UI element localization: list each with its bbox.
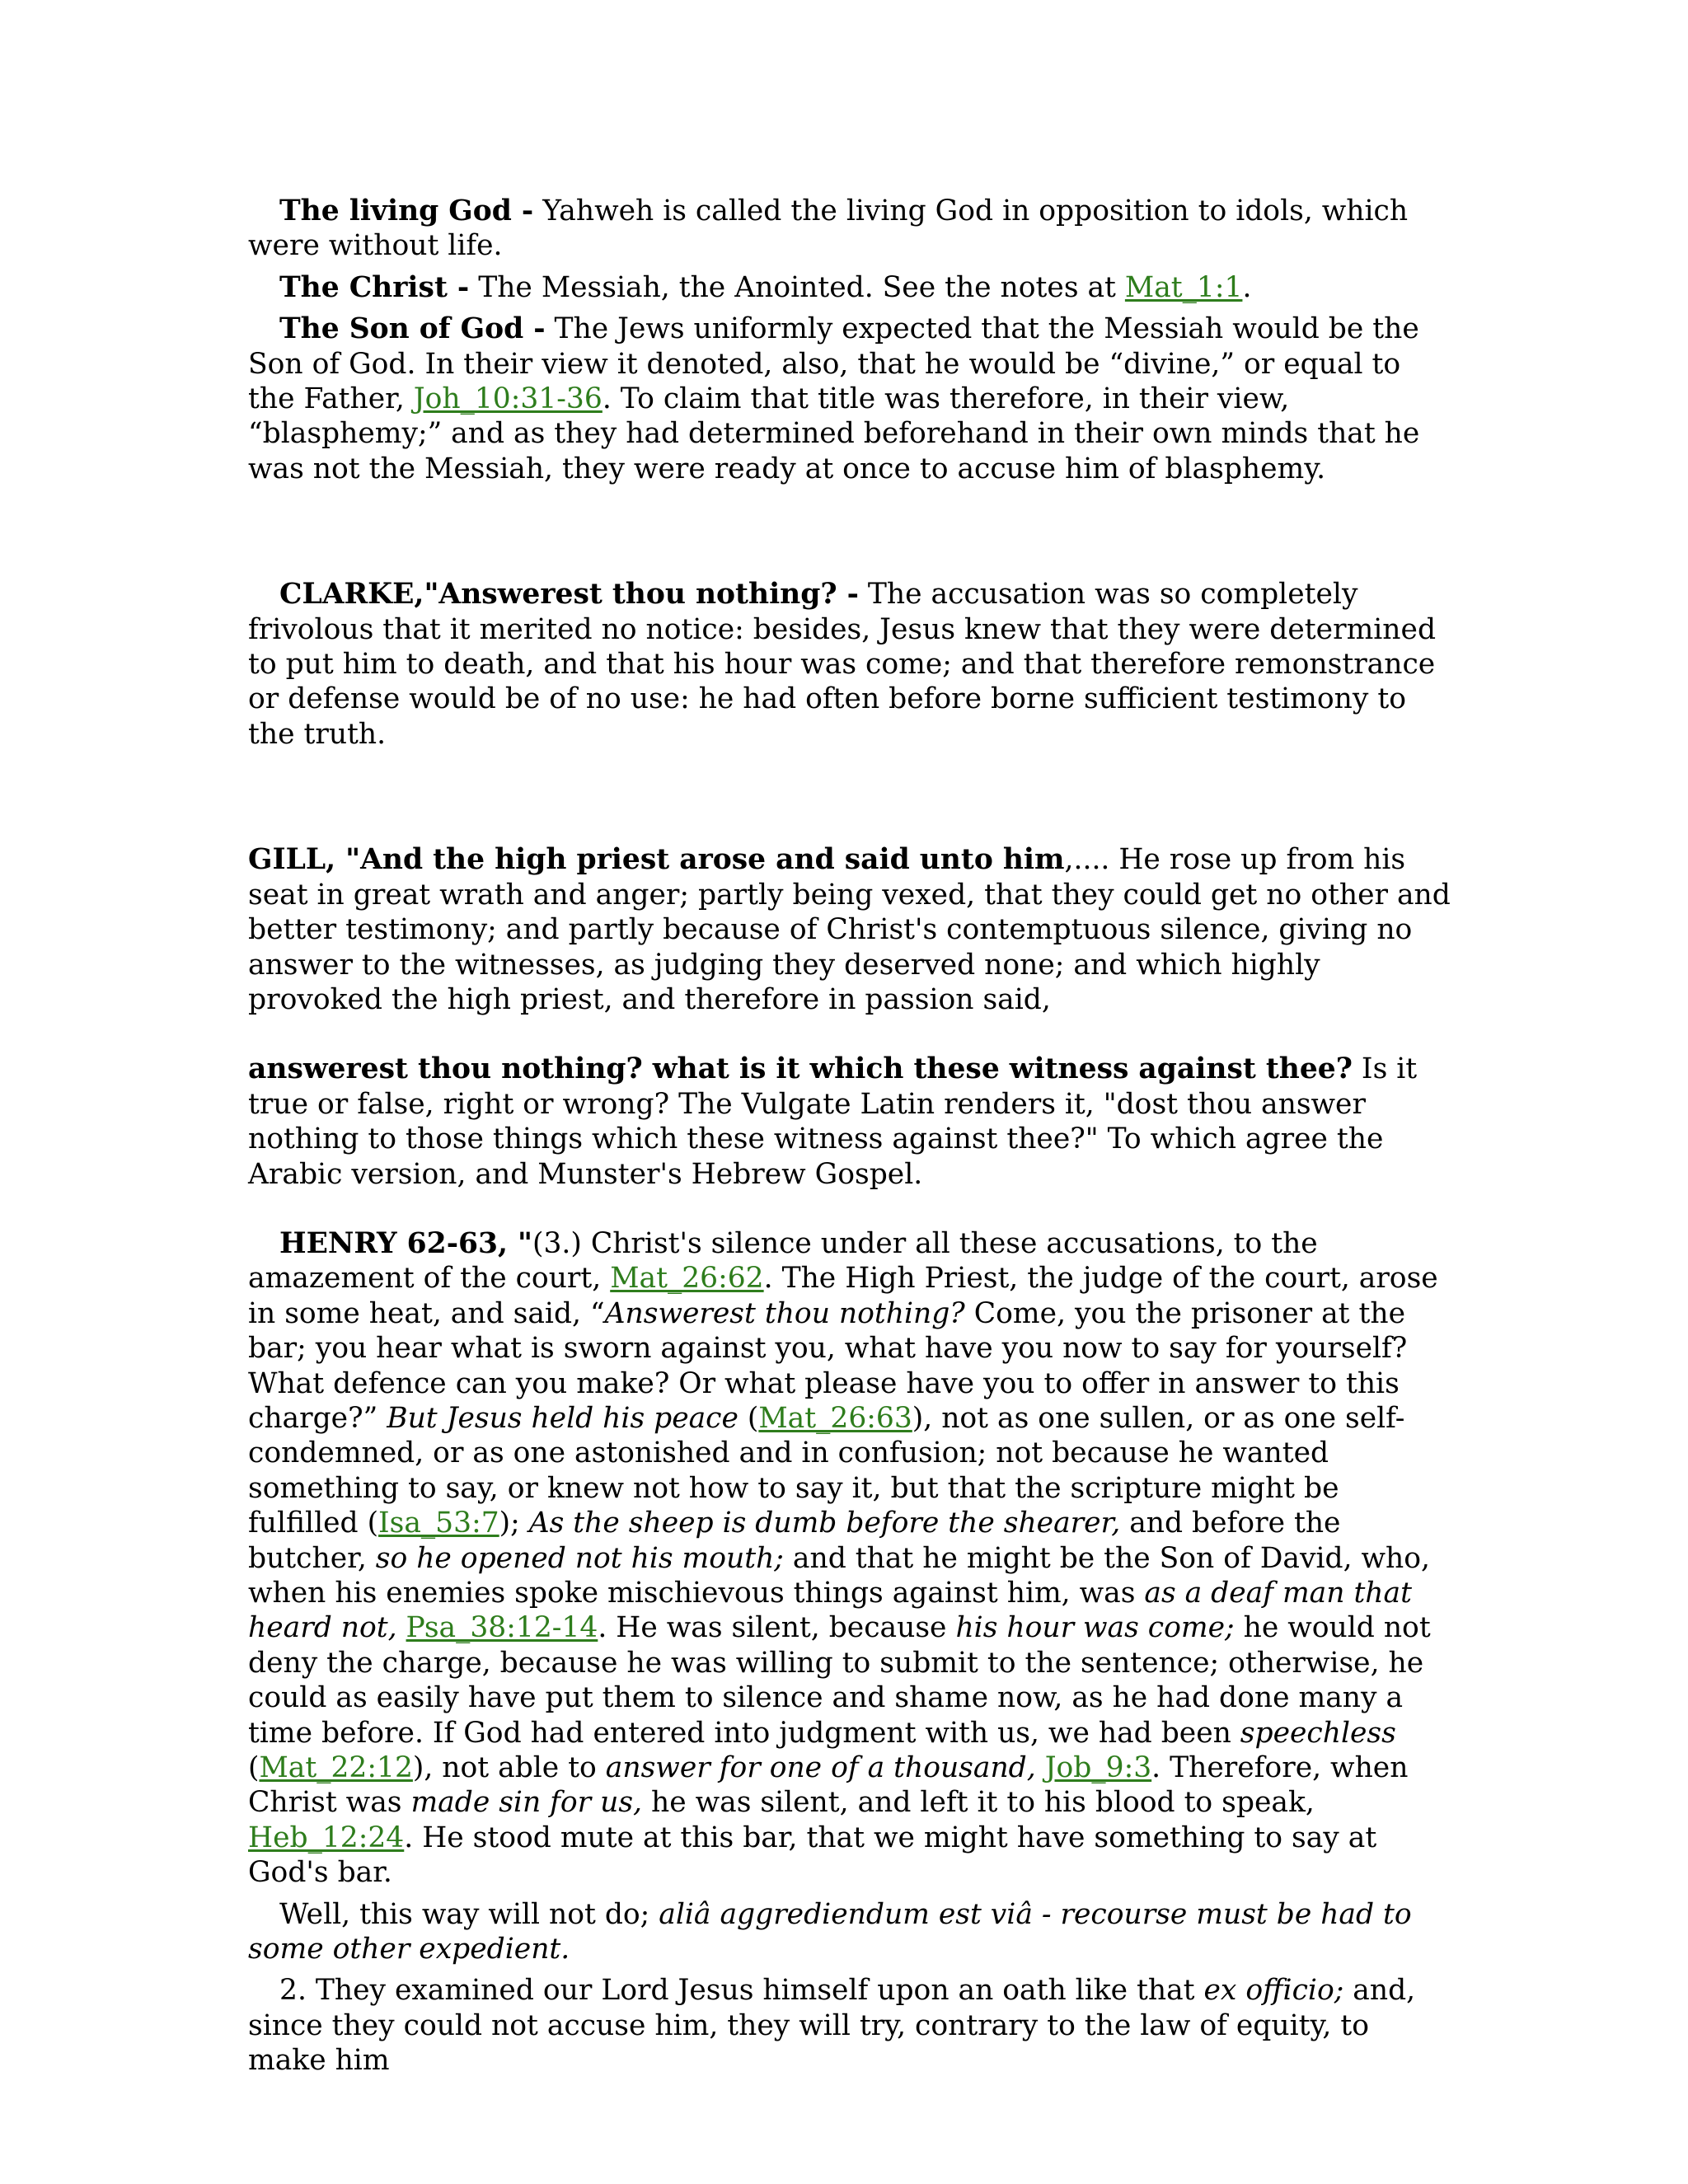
- henry-text-10: . He was silent, because: [598, 1611, 956, 1645]
- henry-italic-3: As the sheep is dumb before the shearer,: [528, 1507, 1121, 1540]
- christ-term: The Christ -: [279, 270, 470, 304]
- henry-italic-1: Answerest thou nothing?: [604, 1296, 965, 1330]
- well-text: Well, this way will not do;: [279, 1897, 659, 1931]
- son-of-god-term: The Son of God -: [279, 312, 546, 346]
- henry-text-9: [397, 1611, 406, 1644]
- henry-text-12: (: [248, 1751, 260, 1785]
- christ-text: The Messiah, the Anointed. See the notes at: [469, 270, 1125, 304]
- henry-italic-2: But Jesus held his peace: [387, 1401, 738, 1435]
- henry-italic-4: so he opened not his mouth;: [375, 1541, 784, 1575]
- ref-link-psa-38-12[interactable]: Psa_38:12-14: [406, 1611, 598, 1645]
- henry-text-1: (3.) Christ's silence under all these accusations, to the amazement of the court,: [248, 1226, 1318, 1296]
- clarke-heading: CLARKE,"Answerest thou nothing? -: [279, 578, 859, 612]
- gill-heading: GILL, "And the high priest arose and said unto him: [248, 843, 1065, 877]
- henry-italic-5: as a deaf man that heard not,: [248, 1577, 1412, 1645]
- christ-paragraph: [248, 270, 1451, 305]
- henry-italic-8: answer for one of a thousand,: [605, 1751, 1036, 1785]
- henry-text-16: he was silent, and left it to his blood to speak,: [642, 1786, 1315, 1820]
- christ-end: .: [1242, 270, 1252, 304]
- ref-link-heb-12-24[interactable]: Heb_12:24: [248, 1821, 405, 1854]
- gill-paragraph-2: [248, 1052, 1451, 1192]
- henry-text-13: ), not able to: [412, 1751, 606, 1785]
- ref-link-isa-53-7[interactable]: Isa_53:7: [378, 1507, 499, 1540]
- ref-link-mat-22-12[interactable]: Mat_22:12: [259, 1751, 413, 1785]
- gill-paragraph: [248, 842, 1451, 1017]
- henry-text-15: . Therefore, when Christ was: [248, 1751, 1409, 1820]
- document-page: [248, 194, 1451, 2079]
- henry-heading: HENRY 62-63, ": [279, 1226, 533, 1260]
- clarke-paragraph: [248, 577, 1451, 752]
- ref-link-mat-26-62[interactable]: Mat_26:62: [610, 1262, 764, 1296]
- ref-link-joh-10-31[interactable]: Joh_10:31-36: [413, 382, 603, 416]
- henry-text-14: [1036, 1751, 1045, 1784]
- living-god-term: The living God -: [279, 194, 534, 227]
- henry-italic-9: made sin for us,: [410, 1786, 643, 1820]
- henry-text-11: he would not deny the charge, because he was willing to submit to the sentence; otherwise, he could as easily have put them to silence and shame now, as he had done many a time before. If God had entered into judgment with us, we had been: [248, 1611, 1431, 1750]
- ref-link-mat-26-63[interactable]: Mat_26:63: [758, 1401, 912, 1435]
- henry-text-4: (: [738, 1401, 759, 1435]
- gill-text-2: Is it true or false, right or wrong? The Vulgate Latin renders it, "dost thou answer nothing to those things which these witness against thee?" To which agree the Arabic version, and Munster's Hebrew Gospel.: [248, 1052, 1418, 1191]
- gill-text: ,.... He rose up from his seat in great wrath and anger; partly being vexed, that they could get no other and better testimony; and partly because of Christ's contemptuous silence, giving no answer to the witnesses, as judging they deserved none; and which highly provoked the high priest, and therefore in passion said,: [248, 843, 1451, 1016]
- ref-link-job-9-3[interactable]: Job_9:3: [1044, 1751, 1152, 1785]
- gill-question: answerest thou nothing? what is it which these witness against thee?: [248, 1052, 1353, 1086]
- examined-paragraph: [248, 1973, 1451, 2078]
- examined-italic: ex officio;: [1203, 1974, 1344, 2008]
- henry-text-5: ), not as one sullen, or as one self-condemned, or as one astonished and in confusion; not because he wanted something to say, or knew not how to say it, but that the scripture might be fulfilled (: [248, 1401, 1405, 1540]
- well-italic: aliâ aggrediendum est viâ - recourse must be had to some other expedient.: [248, 1897, 1412, 1966]
- son-of-god-text: The Jews uniformly expected that the Messiah would be the Son of God. In their view it denoted, also, that he would be “divine,” or equal to the Father,: [248, 312, 1419, 416]
- henry-text-8: and that he might be the Son of David, who, when his enemies spoke mischievous things against him, was: [248, 1541, 1431, 1610]
- henry-text-7: and before the butcher,: [248, 1507, 1341, 1575]
- son-of-god-paragraph: [248, 312, 1451, 486]
- henry-italic-7: speechless: [1240, 1716, 1396, 1750]
- living-god-paragraph: [248, 194, 1451, 264]
- son-of-god-text-2: . To claim that title was therefore, in their view, “blasphemy;” and as they had determined beforehand in their own minds that he was not the Messiah, they were ready at once to accuse him of blasphemy.: [248, 382, 1420, 485]
- henry-text-17: . He stood mute at this bar, that we might have something to say at God's bar.: [248, 1821, 1377, 1890]
- examined-text: 2. They examined our Lord Jesus himself upon an oath like that: [279, 1974, 1204, 2008]
- henry-italic-6: his hour was come;: [955, 1611, 1235, 1645]
- henry-text-6: );: [499, 1507, 529, 1540]
- well-paragraph: [248, 1897, 1451, 1967]
- henry-text-3: Come, you the prisoner at the bar; you hear what is sworn against you, what have you now to say for yourself? What defence can you make? Or what please have you to offer in answer to this charge?”: [248, 1296, 1408, 1435]
- henry-text-2: . The High Priest, the judge of the court, arose in some heat, and said, “: [248, 1262, 1438, 1330]
- ref-link-mat-1-1[interactable]: Mat_1:1: [1124, 270, 1243, 304]
- living-god-text: Yahweh is called the living God in opposition to idols, which were without life.: [248, 194, 1409, 263]
- henry-paragraph: [248, 1226, 1451, 1891]
- clarke-text: The accusation was so completely frivolous that it merited no notice: besides, Jesus knew that they were determined to put him to death, and that his hour was come; and that therefore remonstrance or defense would be of no use: he had often before borne sufficient testimony to the truth.: [248, 578, 1437, 751]
- examined-text-2: and, since they could not accuse him, they will try, contrary to the law of equity, to make him: [248, 1974, 1416, 2078]
